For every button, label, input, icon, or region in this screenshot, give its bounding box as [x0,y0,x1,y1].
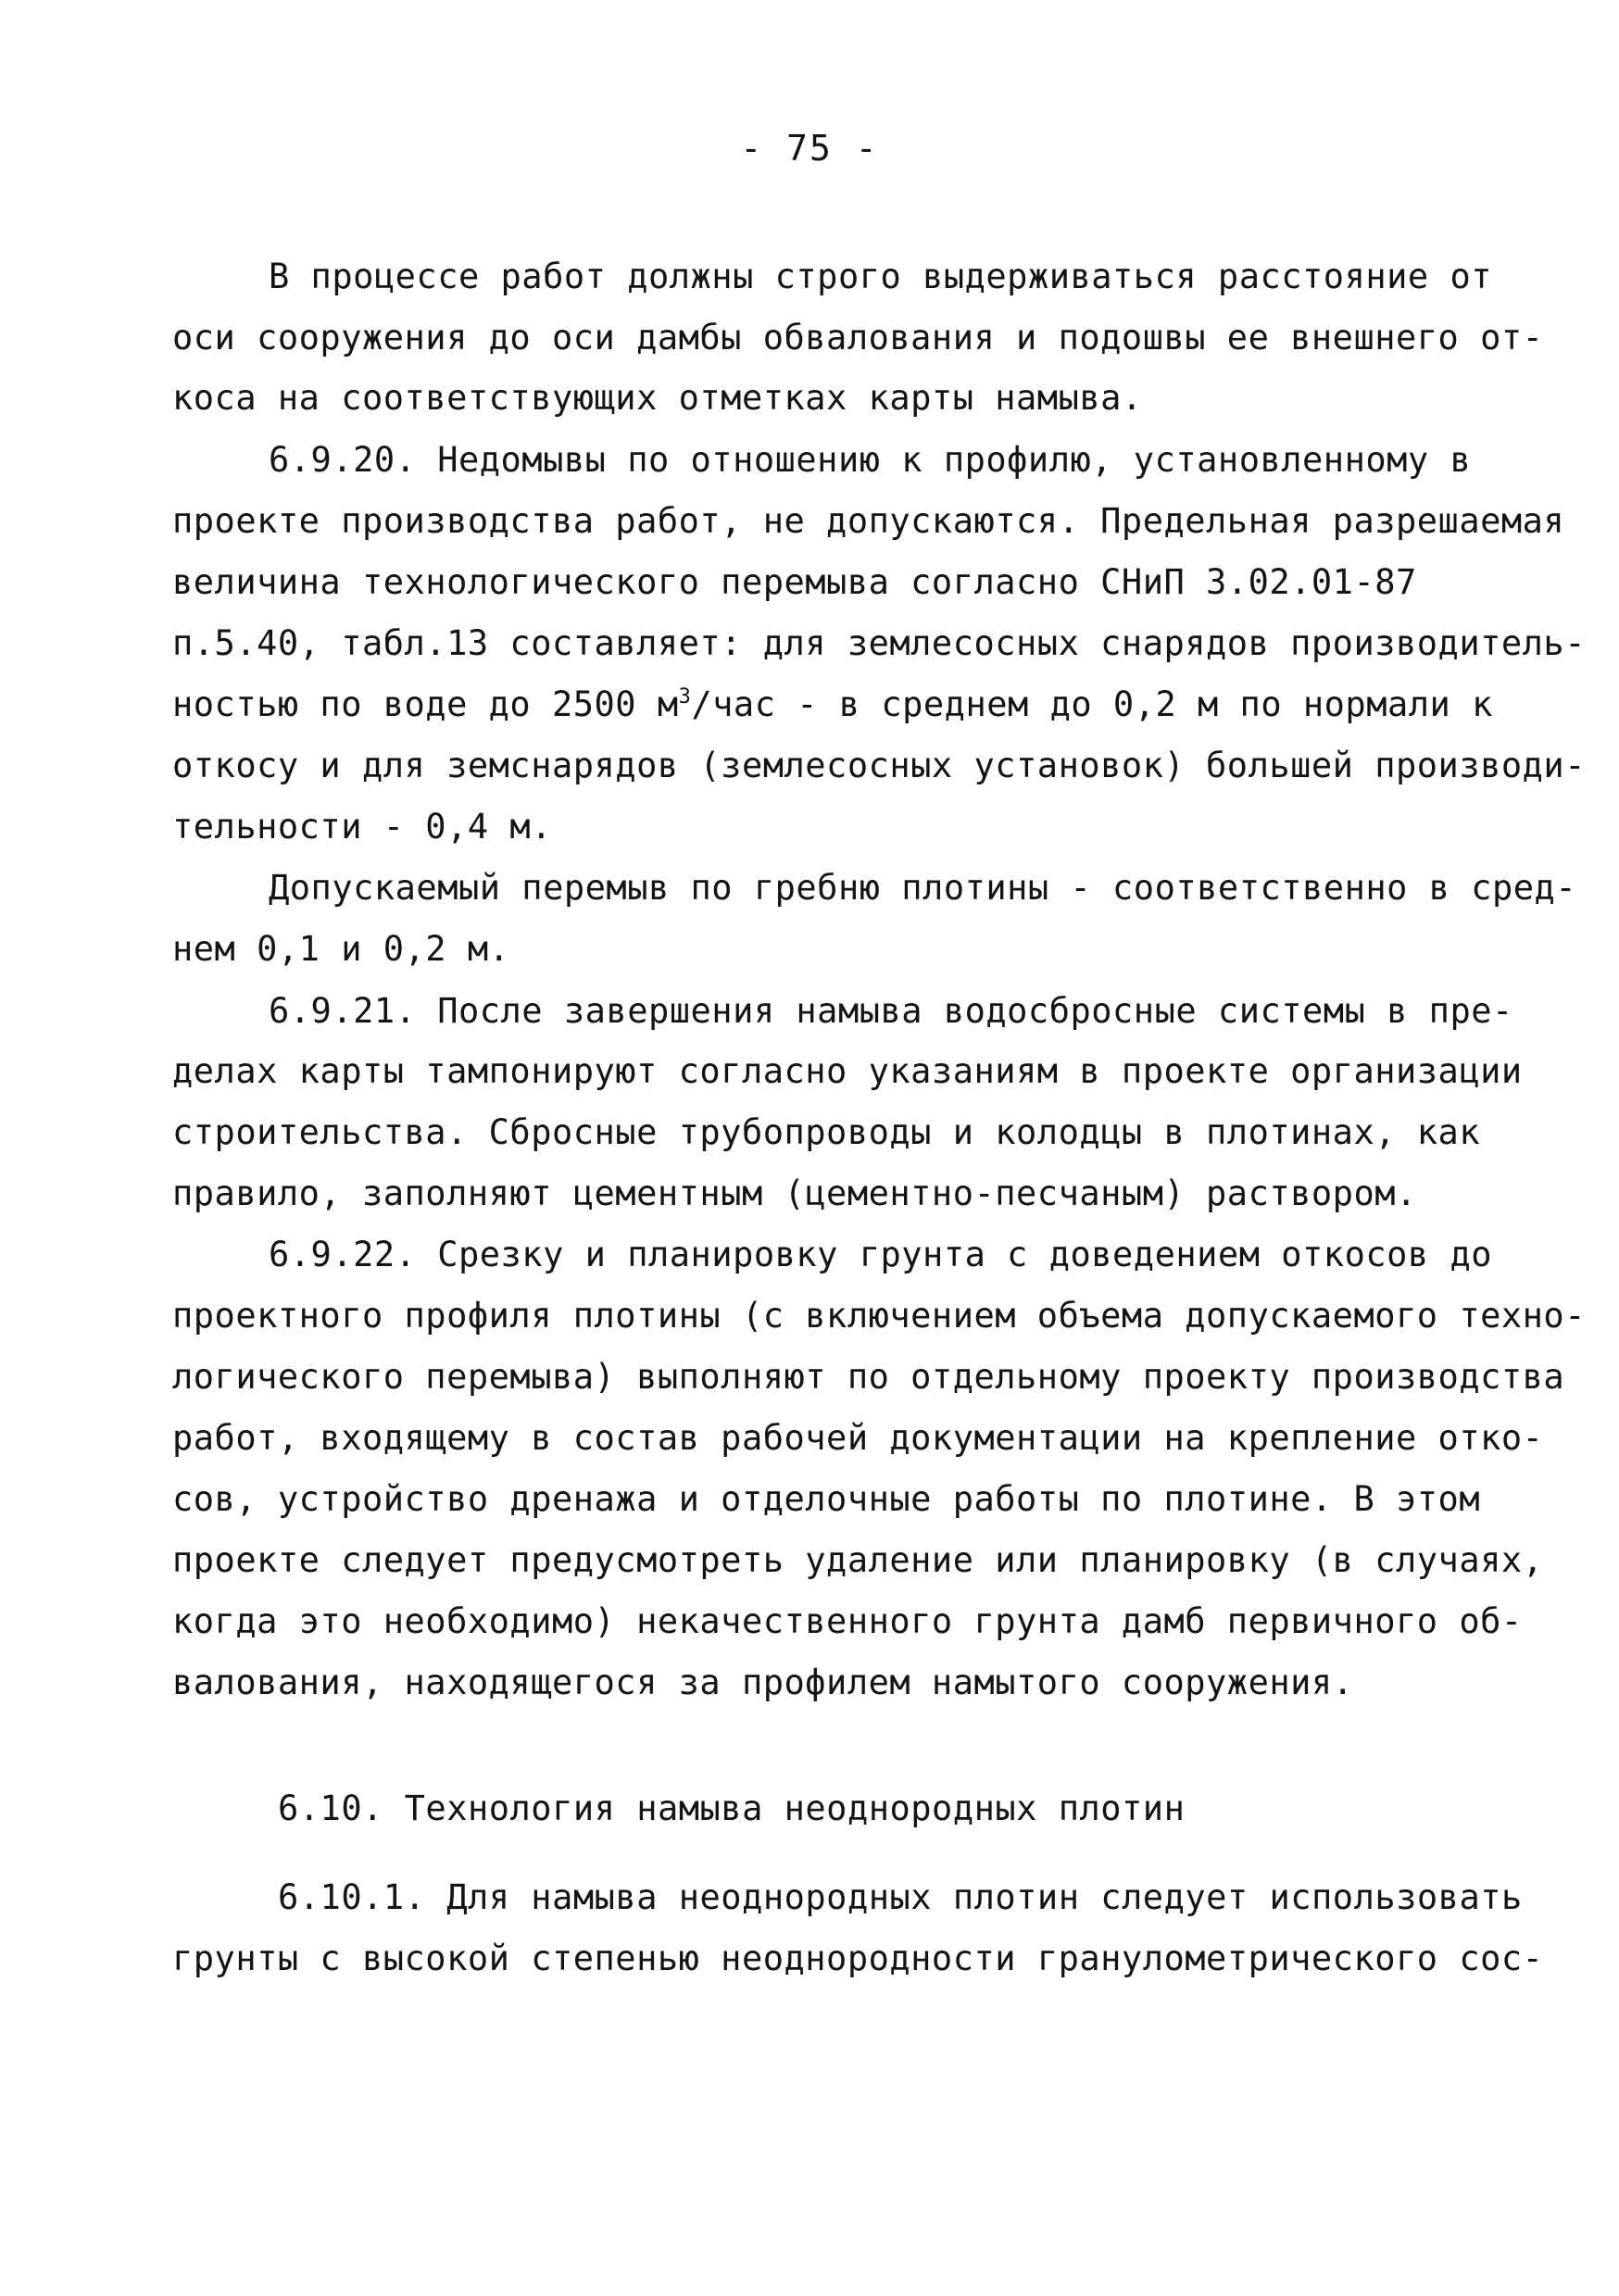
text-line: величина технологического перемыва согласно СНиП 3.02.01-87 [172,562,1417,602]
text-line: валования, находящегося за профилем намытого сооружения. [172,1662,1354,1702]
text-line: 6.10.1. Для намыва неоднородных плотин следует использовать [278,1877,1523,1917]
text-line: работ, входящему в состав рабочей документации на крепление отко- [172,1418,1544,1458]
text-line: 6.9.21. После завершения намыва водосбросные системы в пре- [269,991,1513,1031]
text-line: коса на соответствующих отметках карты намыва. [172,378,1143,418]
superscript-exponent: 3 [678,685,692,709]
text-line [172,684,1493,724]
text-line: 6.9.20. Недомывы по отношению к профилю, установленному в [269,440,1472,480]
text-line: п.5.40, табл.13 составляет: для землесосных снарядов производитель- [172,623,1586,663]
text-line: 6.9.22. Срезку и планировку грунта с доведением откосов до [269,1235,1493,1274]
text-line: делах карты тампонируют согласно указаниям в проекте организации [172,1051,1523,1091]
text-line: нем 0,1 и 0,2 м. [172,929,510,969]
text-line: тельности - 0,4 м. [172,807,552,847]
page-number: - 75 - [740,128,879,169]
text-line: оси сооружения до оси дамбы обвалования и подошвы ее внешнего от- [172,318,1544,358]
text-fragment: /час - в среднем до 0,2 м по нормали к [691,684,1493,724]
text-line: грунты с высокой степенью неоднородности гранулометрического сос- [172,1938,1544,1978]
text-line: проектного профиля плотины (с включением объема допускаемого техно- [172,1296,1586,1336]
text-line: откосу и для земснарядов (землесосных установок) большей производи- [172,746,1586,785]
text-line: сов, устройство дренажа и отделочные работы по плотине. В этом [172,1479,1481,1519]
text-line: В процессе работ должны строго выдерживаться расстояние от [269,257,1493,296]
text-line: правило, заполняют цементным (цементно-песчаным) раствором. [172,1173,1417,1213]
text-line: проекте производства работ, не допускаются. Предельная разрешаемая [172,501,1565,541]
text-fragment: ностью по воде до 2500 м [172,684,679,724]
section-heading: 6.10. Технология намыва неоднородных плотин [278,1788,1186,1828]
text-line: проекте следует предусмотреть удаление или планировку (в случаях, [172,1540,1544,1580]
text-line: строительства. Сбросные трубопроводы и колодцы в плотинах, как [172,1112,1481,1152]
text-line: логического перемыва) выполняют по отдельному проекту производства [172,1357,1565,1397]
text-line: когда это необходимо) некачественного грунта дамб первичного об- [172,1601,1523,1641]
text-line: Допускаемый перемыв по гребню плотины - соответственно в сред- [269,868,1577,908]
